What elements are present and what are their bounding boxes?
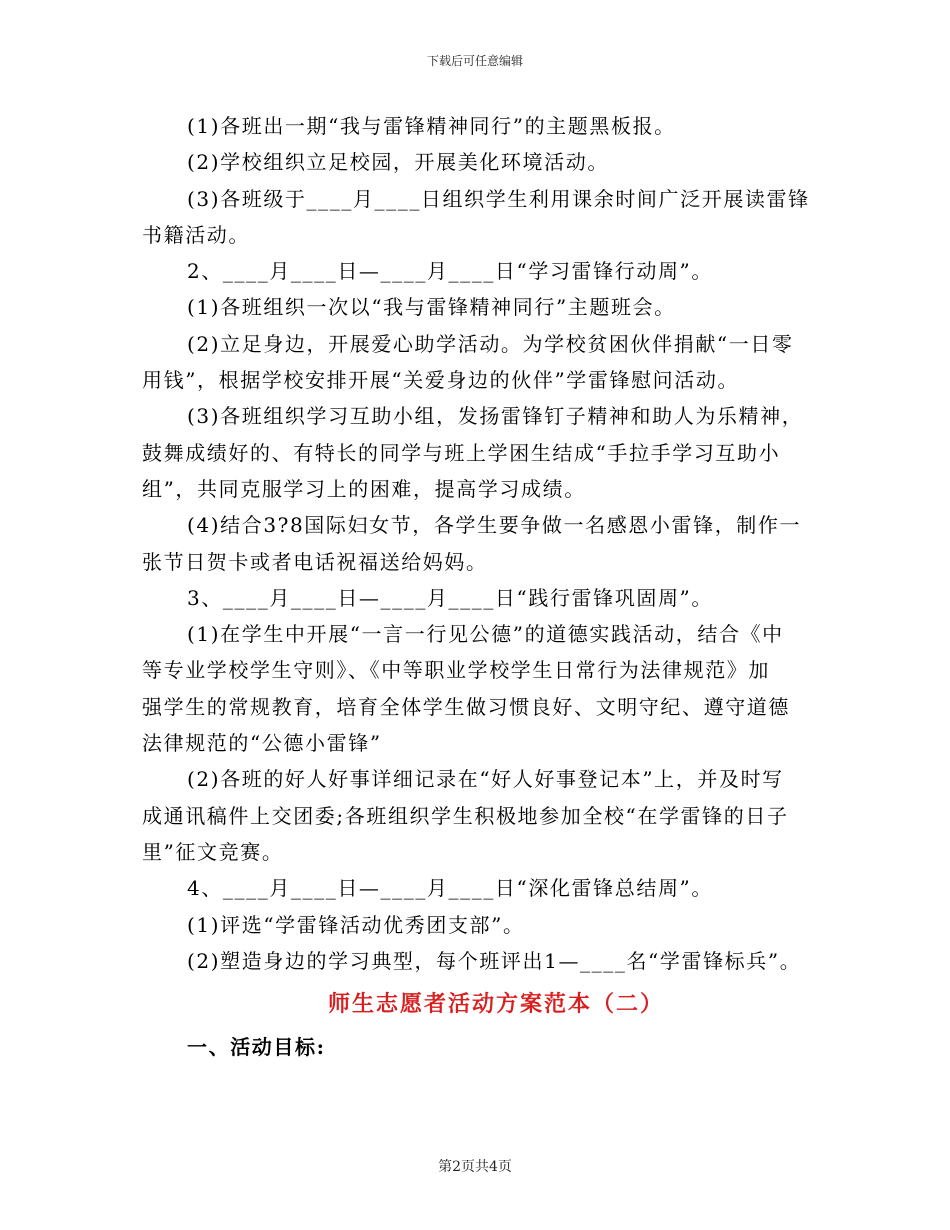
document-body [142, 108, 822, 1065]
paragraph-line: (2)立足身边，开展爱心助学活动。为学校贫困伙伴捐献“一日零 [187, 331, 794, 356]
paragraph-line: (1)在学生中开展“一言一行见公德”的道德实践活动，结合《中 [187, 622, 784, 647]
paragraph-line: 成通讯稿件上交团委;各班组织学生积极地参加全校“在学雷锋的日子 [142, 803, 789, 828]
paragraph-list [142, 108, 822, 979]
paragraph-line: 鼓舞成绩好的、有特长的同学与班上学困生结成“手拉手学习互助小 [142, 440, 781, 465]
paragraph-line: 2、____月____日—____月____日“学习雷锋行动周”。 [187, 259, 713, 284]
paragraph-line: 组”，共同克服学习上的困难，提高学习成绩。 [142, 476, 586, 501]
paragraph-line: 3、____月____日—____月____日“践行雷锋巩固周”。 [187, 585, 713, 610]
paragraph-line: 里”征文竞赛。 [142, 839, 284, 864]
paragraph-line: (2)塑造身边的学习典型，每个班评出1—____名“学雷锋标兵”。 [187, 948, 802, 973]
paragraph-line: (3)各班级于____月____日组织学生利用课余时间广泛开展读雷锋 [187, 186, 810, 211]
paragraph-line: (1)各班出一期“我与雷锋精神同行”的主题黑板报。 [187, 114, 676, 138]
section-title: 师生志愿者活动方案范本（二） [327, 991, 664, 1018]
page-footer: 第2页共4页 [438, 1159, 512, 1175]
paragraph-line: (2)学校组织立足校园，开展美化环境活动。 [187, 150, 609, 175]
section-subheading: 一、活动目标: [187, 1035, 326, 1060]
paragraph-line: 用钱”，根据学校安排开展“关爱身边的伙伴”学雷锋慰问活动。 [142, 368, 740, 393]
paragraph-line: (1)各班组织一次以“我与雷锋精神同行”主题班会。 [187, 295, 676, 320]
paragraph-line: 强学生的常规教育，培育全体学生做习惯良好、文明守纪、遵守道德 [142, 694, 790, 719]
paragraph-line: (3)各班组织学习互助小组，发扬雷锋钉子精神和助人为乐精神， [187, 404, 804, 429]
paragraph-line: (2)各班的好人好事详细记录在“好人好事登记本”上，并及时写 [187, 767, 784, 792]
paragraph-line: 等专业学校学生守则》、《中等职业学校学生日常行为法律规范》加 [142, 658, 770, 683]
paragraph-line: (4)结合3?8国际妇女节，各学生要争做一名感恩小雷锋，制作一 [187, 513, 802, 538]
paragraph-line: 书籍活动。 [142, 222, 250, 247]
paragraph-line: 张节日贺卡或者电话祝福送给妈妈。 [142, 549, 488, 574]
page-header: 下载后可任意编辑 [426, 54, 523, 68]
paragraph-line: 4、____月____日—____月____日“深化雷锋总结周”。 [187, 876, 713, 901]
paragraph-line: 法律规范的“公德小雷锋” [142, 731, 382, 756]
paragraph-line: (1)评选“学雷锋活动优秀团支部”。 [187, 912, 525, 937]
